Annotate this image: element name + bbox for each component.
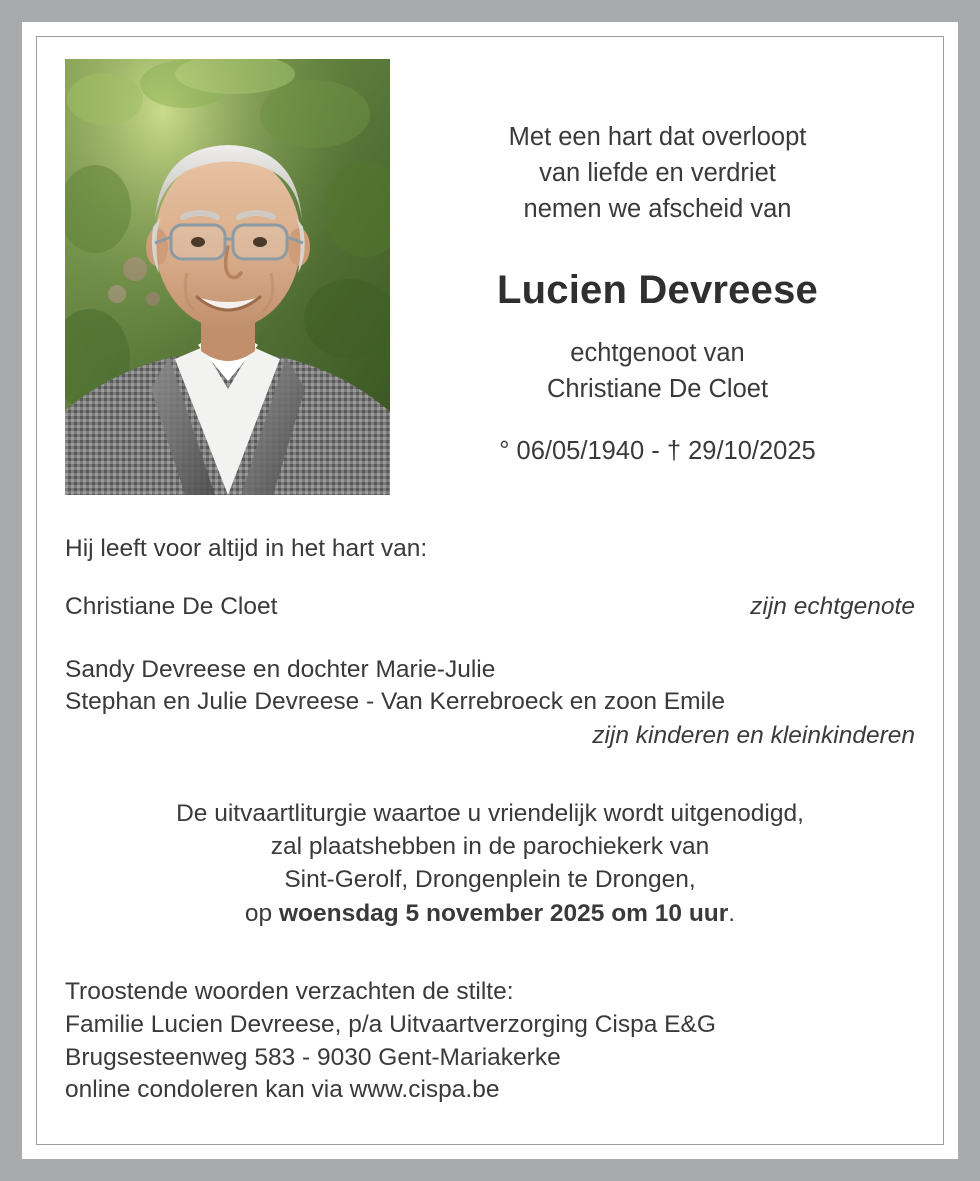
contact-block (65, 976, 915, 1107)
liturgy-datetime: woensdag 5 november 2025 om 10 uur (278, 899, 729, 927)
relation-line-1: echtgenoot van (570, 338, 745, 367)
portrait-photo (65, 59, 390, 495)
header-text-block (390, 59, 915, 466)
liturgy-line-3: Sint-Gerolf, Drongenplein te Drongen, (284, 866, 696, 894)
portrait-photo-image (65, 59, 390, 495)
intro-line-1: Met een hart dat overloopt (508, 123, 807, 151)
liturgy-line-4-prefix: op (244, 899, 279, 927)
birth-death-dates: ° 06/05/1940 - † 29/10/2025 (499, 437, 816, 466)
spouse-row (65, 591, 915, 623)
liturgy-line-2: zal plaatshebben in de parochiekerk van (270, 832, 710, 860)
remembrance-lead: Hij leeft voor altijd in het hart van: (65, 535, 428, 562)
header-section (65, 59, 915, 495)
children-line-1: Sandy Devreese en dochter Marie-Julie (65, 655, 496, 683)
children-block (65, 654, 915, 753)
card-border (36, 36, 944, 1145)
spouse-role: zijn echtgenote (750, 593, 915, 621)
body-section (65, 533, 915, 1107)
intro-text (400, 119, 915, 228)
deceased-name: Lucien Devreese (497, 267, 818, 312)
relation-text (400, 335, 915, 407)
liturgy-line-4 (65, 897, 915, 930)
liturgy-line-1: De uitvaartliturgie waartoe u vriendelijk wordt uitgenodigd, (176, 799, 804, 827)
memorial-card (22, 22, 958, 1159)
liturgy-line-4-suffix: . (728, 899, 736, 927)
contact-line-1: Troostende woorden verzachten de stilte: (65, 977, 514, 1005)
intro-line-2: van liefde en verdriet (539, 159, 776, 188)
spouse-name: Christiane De Cloet (65, 593, 278, 621)
children-role: zijn kinderen en kleinkinderen (592, 722, 915, 750)
contact-line-2: Familie Lucien Devreese, p/a Uitvaartverzorging Cispa E&G (65, 1010, 716, 1038)
card-content (37, 37, 943, 1144)
children-line-2: Stephan en Julie Devreese - Van Kerrebroeck en zoon Emile (65, 687, 726, 715)
contact-line-4: online condoleren kan via www.cispa.be (65, 1076, 500, 1104)
intro-line-3: nemen we afscheid van (523, 195, 792, 224)
liturgy-block (65, 797, 915, 930)
relation-line-2: Christiane De Cloet (546, 374, 769, 403)
contact-line-3: Brugsesteenweg 583 - 9030 Gent-Mariakerke (65, 1043, 561, 1071)
